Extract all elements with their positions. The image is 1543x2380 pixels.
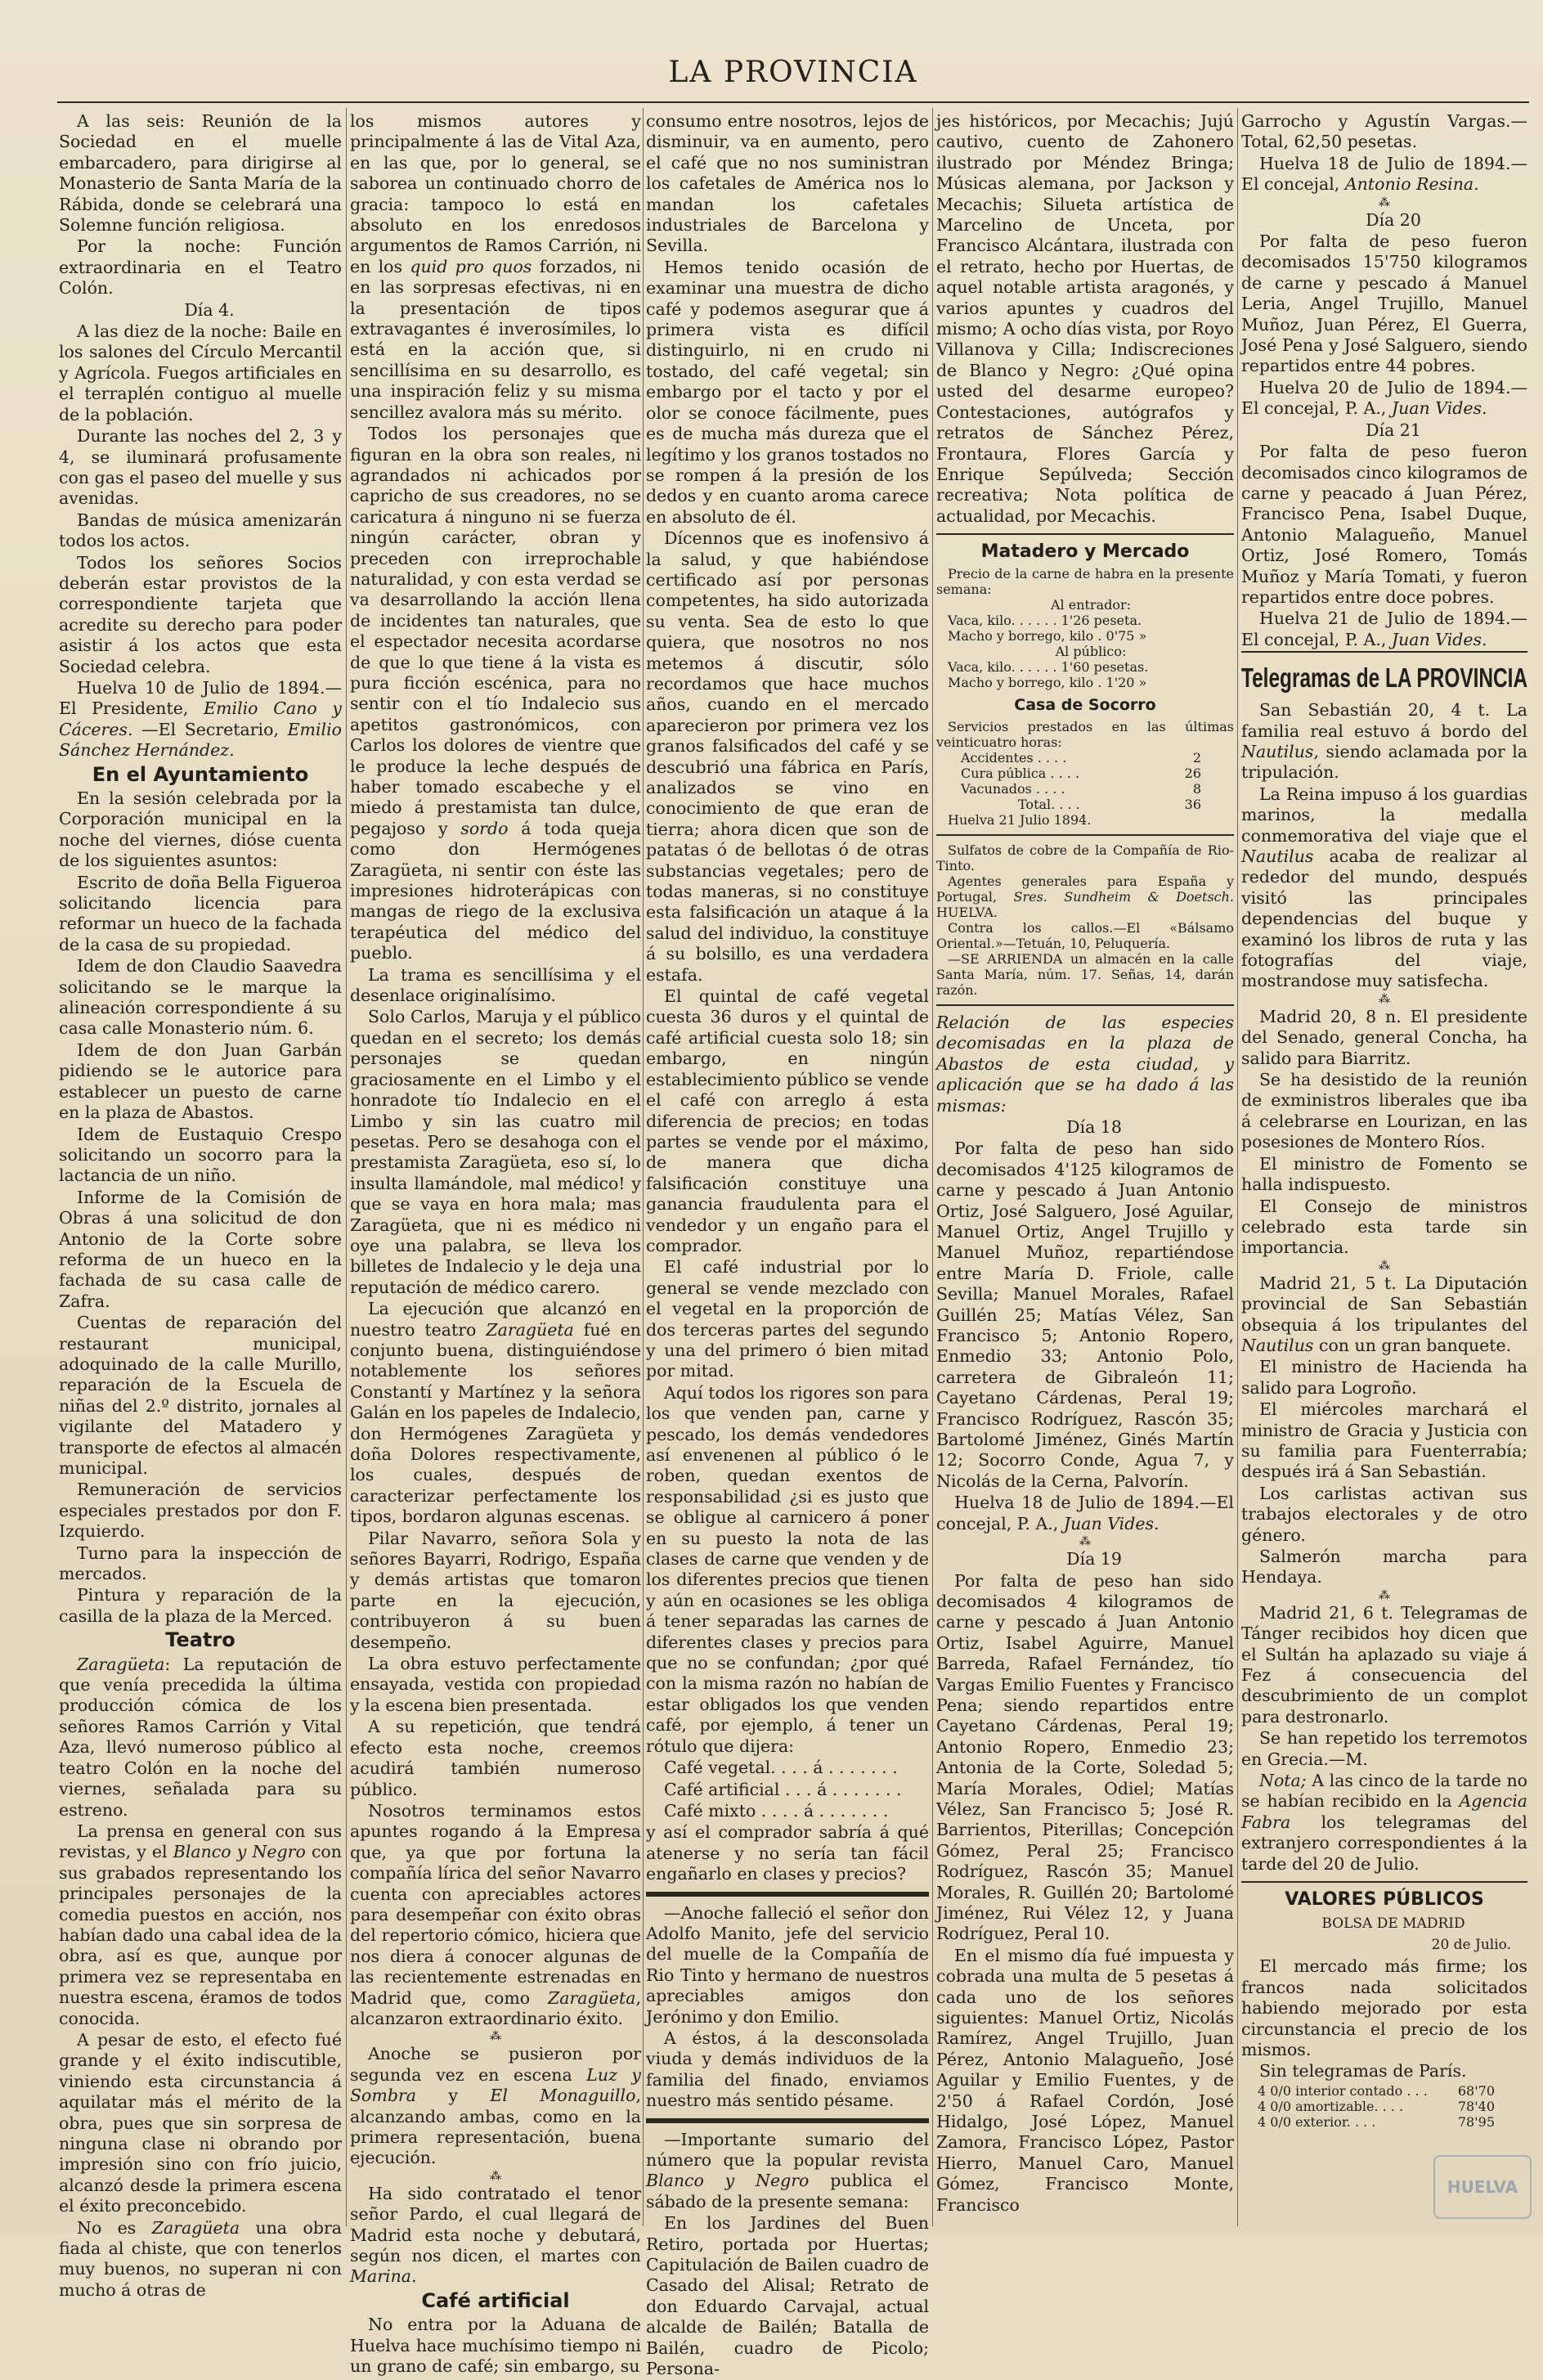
header-rule [57, 101, 1529, 103]
asterism-divider: ⁂ [490, 2169, 501, 2183]
paragraph: Ha sido contratado el tenor señor Pardo, el cual llegará de Madrid esta noche y debutará, según nos dicen, el martes con Marina. [350, 2183, 641, 2287]
paragraph: A su repetición, que tendrá efecto esta noche, creemos acudirá también numeroso público. [350, 1717, 641, 1799]
paragraph: A éstos, á la desconsolada viuda y demás individuos de la familia del finado, enviamos nuestro más sentido pésame. [646, 2027, 929, 2111]
signature-paragraph: Huelva 18 de Julio de 1894.—El concejal, Antonio Resina. [1241, 153, 1527, 195]
table-row: Cura pública . . . . 26 [961, 765, 1201, 781]
asterism-divider: ⁂ [1079, 1535, 1091, 1549]
paragraph: El ministro de Fomento se halla indispuesto. [1241, 1153, 1527, 1195]
paragraph: Informe de la Comisión de Obras á una solicitud de don Antonio de la Corte sobre reforma de un hueco en la fachada de su casa calle de Zafra. [59, 1187, 342, 1311]
paragraph: La ejecución que alcanzó en nuestro teatro Zaragüeta fué en conjunto buena, distinguiéndose notablemente los señores Constantí y Martínez y la señora Galán en los papeles de Indalecio, don Hermógenes Zaragüeta y doña Dolores respectivamente, los cuales, después de caracterizar perfectamente los tipos, bordaron algunas escenas. [350, 1299, 641, 1527]
paragraph: A las seis: Reunión de la Sociedad en el muelle embarcadero, para dirigirse al Monasterio de Santa María de la Rábida, donde se celebrará una Solemne función religiosa. [59, 111, 342, 236]
market-prices: Precio de la carne de habra en la presente semana: Al entrador: Vaca, kilo. . . . . . 1'26 peseta. Macho y borrego, kilo . 0'75 » Al público: Vaca, kilo. . . . . . 1'60 pesetas. Macho y borrego, kilo . 1'20 » [936, 565, 1234, 690]
day-heading: Día 20 [1366, 209, 1421, 230]
paragraph: Se ha desistido de la reunión de exministros liberales que iba á celebrarse en Lourizan, en las posesiones de Montero Ríos. [1241, 1070, 1527, 1152]
paragraph: Por falta de peso han sido decomisados 4'125 kilogramos de carne y pescado á Juan Antonio Ortiz, José Salguero, José Aguilar, Manuel Ortiz, Angel Trujillo y Manuel Muñoz, repartiéndose entre María D. Friole, calle Sevilla; Manuel Morales, Rafael Guillén 25; Matías Vélez, San Francisco 5; Antonio Ropero, Enmedio 33; Antonio Polo, carretera de Gibraleón 11; Cayetano Cárdenas, Peral 19; Francisco Rodríguez, Rascón 35; Bartolomé Jiménez, Ginés Martín 12; Socorro Conde, Agua 7, y Nicolás de la Cerna, Palvorín. [936, 1138, 1234, 1491]
column-divider [932, 108, 933, 2226]
list-item: Café vegetal. . . . á . . . . . . . [664, 1758, 898, 1778]
paragraph: El miércoles marchará el ministro de Gracia y Justicia con su familia para Fuenterrabía; después irá á San Sebastián. [1241, 1399, 1527, 1482]
paragraph: En el mismo día fué impuesta y cobrada una multa de 5 pesetas á cada uno de los señores siguientes: Manuel Ortiz, Nicolás Ramírez, Angel Trujillo, Juan Pérez, Antonio Malagueño, José Aguilar y Emilio Fuentes, y de 2'50 á Rafael Cordón, José Hidalgo, José López, Manuel Zamora, Francisco López, Pastor Hierro, Manuel Caro, Manuel Gómez, Francisco Monte, Francisco [936, 1945, 1234, 2215]
paragraph: Remuneración de servicios especiales prestados por don F. Izquierdo. [59, 1480, 342, 1542]
paragraph: Sin telegramas de París. [1259, 2061, 1467, 2081]
paragraph: Idem de don Claudio Saavedra solicitando se le marque la alineación correspondiente á su casa calle Monasterio núm. 6. [59, 956, 342, 1039]
paragraph: Pilar Navarro, señora Sola y señores Bayarri, Rodrigo, España y demás artistas que tomaron parte en la ejecución, contribuyeron á su buen desempeño. [350, 1528, 641, 1652]
paragraph: Solo Carlos, Maruja y el público quedan en el secreto; los demás personajes se quedan graciosamente en el Limbo y el honradote tío Indalecio en el Limbo y sin las cuatro mil pesetas. Pero se desahoga con el prestamista Zaragüeta, eso sí, lo insulta llamándole, mal médico! y que se vaya en hora mala; mas Zaragüeta, que ni es médico ni oye una palabra, se lleva los billetes de Indalecio y le deja una reputación de médico carero. [350, 1007, 641, 1297]
paragraph: Cuentas de reparación del restaurant municipal, adoquinado de la calle Murillo, reparación de la Escuela de niñas del 2.º distrito, jornales al vigilante del Matadero y transporte de efectos al almacén municipal. [59, 1313, 342, 1478]
paragraph: Idem de Eustaquio Crespo solicitando un socorro para la lactancia de un niño. [59, 1124, 342, 1186]
paragraph: Pintura y reparación de la casilla de la plaza de la Merced. [59, 1585, 342, 1626]
aid-house-report: Servicios prestados en las últimas veinticuatro horas: Accidentes . . . . 2 Cura pública . . . . 26 Vacunados . . . . 8 Total. . . . 36 Huelva 21 Julio 1894. [936, 718, 1234, 828]
paragraph: El café industrial por lo general se vende mezclado con el vegetal en la proporción de dos terceras partes del segundo y una del primero ó bien mitad por mitad. [646, 1257, 929, 1381]
day-heading: Día 21 [1366, 420, 1421, 440]
section-title: En el Ayuntamiento [92, 762, 309, 786]
column-3 [646, 111, 929, 2380]
paragraph: Aquí todos los rigores son para los que venden pan, carne y pescado, los demás vendedores así envenenen al público ó le roben, quedan exentos de responsabilidad ¿si es justo que se obligue al carnicero á poner en su puesto la nota de las clases de carne que venden y de los diferentes precios que tienen y aún en ocasiones se les obliga á tener separadas las carnes de diferentes clases y precios para que no se confundan; ¿por qué con la misma razón no habían de estar obligados los que venden café, por ejemplo, á tener un rótulo que dijera: [646, 1382, 929, 1756]
aid-table [936, 750, 1234, 812]
asterism-divider: ⁂ [1379, 1259, 1390, 1273]
day-heading: Día 4. [184, 299, 235, 320]
paragraph: San Sebastián 20, 4 t. La familia real estuvo á bordo del Nautilus, siendo aclamada por la tripulación. [1241, 700, 1527, 783]
paragraph: Bandas de música amenizarán todos los actos. [59, 510, 342, 551]
section-title: Matadero y Mercado [980, 541, 1190, 563]
stock-table [1241, 2083, 1527, 2130]
paragraph: A pesar de esto, el efecto fué grande y el éxito indiscutible, viniendo esta circunstancia á aquilatar más el mérito de la obra, pues que sin sorpresa de ninguna clase ni obrando por impresión sino con frío juicio, alcanzó desde la primera escena el éxito preconcebido. [59, 2029, 342, 2216]
paragraph: Salmerón marcha para Hendaya. [1241, 1547, 1527, 1587]
paragraph: No es Zaragüeta una obra fiada al chiste, que con tenerlos muy buenos, no superan ni con mucho á otras de [59, 2217, 342, 2300]
signature-paragraph: Huelva 10 de Julio de 1894.—El Presidente, Emilio Cano y Cáceres. —El Secretario, Emilio Sánchez Hernández. [59, 677, 342, 761]
paragraph: Todos los personajes que figuran en la obra son reales, ni agrandados ni achicados por capricho de sus creadores, no se caricatura á ninguno ni se fuerza ningún carácter, obran y preceden con irreprochable naturalidad, y con esta verdad se va desarrollando la acción llena de incidentes tan naturales, que el espectador necesita acordarse de que lo que tiene á la vista es pura ficción escénica, para no sentir con el tío Indalecio sus apetitos gastronómicos, con Carlos los dolores de vientre que le produce la leche después de haber tomado escabeche y el miedo á prestamista tan dulce, pegajoso y sordo á toda queja como don Hermógenes Zaragüeta, ni sentir con éste las impresiones hidroterápicas con mangas de riego de la exclusiva terapéutica del médico del pueblo. [350, 424, 641, 963]
paragraph: —Importante sumario del número que la popular revista Blanco y Negro publica el sábado de la presente semana: [646, 2129, 929, 2212]
paragraph: Turno para la inspección de mercados. [59, 1543, 342, 1584]
paragraph: y así el comprador sabría á qué atenerse y no sería tan fácil engañarlo en clases y precios? [646, 1822, 929, 1884]
column-4 [936, 111, 1234, 2216]
column-divider [346, 108, 347, 2226]
paragraph: En la sesión celebrada por la Corporación municipal en la noche del viernes, dióse cuenta de los siguientes asuntos: [59, 788, 342, 871]
paragraph: La trama es sencillísima y el desenlace originalísimo. [350, 964, 641, 1006]
masthead [57, 51, 1529, 100]
paragraph: los mismos autores y principalmente á las de Vital Aza, en las que, por lo general, se saborea un continuado chorro de gracia: tampoco lo está en absoluto en los enredosos argumentos de Ramos Carrión, ni en los quid pro quos forzados, ni en las sorpresas efectivas, ni en la presentación de tipos extravagantes é inverosímiles, lo está en la acción que, si sencillísima en su desarrollo, es una inspiración feliz y su misma sencillez avalora más su mérito. [350, 111, 641, 422]
paragraph: El quintal de café vegetal cuesta 36 duros y el quintal de café artificial cuesta solo 18; sin embargo, en ningún establecimiento público se vende el café con arreglo á esta diferencia de precios; en todas partes se vende por el máximo, de manera que dicha falsificación constituye una ganancia fraudulenta para el vendedor y un engaño para el comprador. [646, 986, 929, 1255]
section-rule [936, 1004, 1234, 1006]
paragraph: —Anoche falleció el señor don Adolfo Manito, jefe del servicio del muelle de la Compañía de Rio Tinto y hermano de nuestros apreciables amigos don Jerónimo y don Emilio. [646, 1902, 929, 2027]
table-row: 4 0/0 amortizable. . . . 78'40 [1258, 2098, 1495, 2114]
paragraph: Por falta de peso fueron decomisados cinco kilogramos de carne y peacado á Juan Pérez, Francisco Pena, Isabel Duque, Antonio Malagueño, Manuel Ortiz, José Romero, Tomás Muñoz y María Tomati, y fueron repartidos entre doce pobres. [1241, 442, 1527, 607]
note-paragraph: Nota; A las cinco de la tarde no se habían recibido en la Agencia Fabra los telegramas del extranjero correspondientes á la tarde del 20 de Julio. [1241, 1771, 1527, 1874]
subheading: BOLSA DE MADRID [1321, 1915, 1465, 1932]
paragraph: Escrito de doña Bella Figueroa solicitando licencia para reformar un hueco de la fachada de la casa de su propiedad. [59, 872, 342, 954]
paragraph: El mercado más firme; los francos nada solicitados habiendo mejorado por esta circunstancia el precio de los mismos. [1241, 1956, 1527, 2059]
telegrams-header [1241, 651, 1527, 694]
paragraph: Hemos tenido ocasión de examinar una muestra de dicho café y podemos asegurar que á primera vista es difícil distinguirlo, ni en crudo ni tostado, del café vegetal; sin embargo por el tacto y por el olor se conoce fácilmente, pues es de mucha más dureza que el legítimo y los granos tostados no se rompen á la presión de los dedos y en cuanto aroma carece en absoluto de él. [646, 257, 929, 527]
section-rule [1241, 1881, 1527, 1883]
table-row: Vacunados . . . . 8 [961, 780, 1201, 797]
column-divider [1237, 108, 1238, 2226]
paragraph: Por falta de peso han sido decomisados 4 kilogramos de carne y pescado á Juan Antonio Ortiz, Isabel Aguirre, Manuel Barreda, Rafael Fernández, tío Vargas Emilio Fuentes y Francisco Pena; siendo repartidos entre Cayetano Cárdenas, Peral 19; Antonio Ropero, Enmedio 23; Antonia de la Corte, Soledad 5; María Morales, Odiel; Matías Vélez, San Francisco 5; José R. Barrientos, Piterillas; Concepción Gómez, Peral 25; Francisco Rodríguez, Rascón 35; Manuel Morales, R. Guillén 20; Bartolomé Jiménez, Rui Vélez 12, y Juana Rodríguez, Peral 10. [936, 1570, 1234, 1944]
table-row: 4 0/0 interior contado . . . 68'70 [1258, 2082, 1495, 2099]
paragraph: El ministro de Hacienda ha salido para Logroño. [1241, 1357, 1527, 1398]
paragraph: En los Jardines del Buen Retiro, portada por Huertas; Capitulación de Bailen cuadro de Casado del Alisal; Retrato de don Eduardo Carvajal, actual alcalde de Bailén; Batalla de Bailén, cuadro de Picolo; Persona- [646, 2213, 929, 2379]
section-rule [936, 533, 1234, 535]
paragraph: jes históricos, por Mecachis; Jujú cautivo, cuento de Zahonero ilustrado por Méndez Bringa; Músicas alemana, por Jackson y Mecachis; Silueta artística de Marcelino de Unceta, por Francisco Alcántara, ilustrada con el retrato, hecho por Huertas, de aquel notable artista aragonés, y varios apuntes y cuadros del mismo; A ocho días vista, por Royo Villanova y Cilla; Indiscreciones de Blanco y Negro: ¿Qué opina usted del desarme europeo? Contestaciones, autógrafos y retratos de Sánchez Pérez, Frontaura, Flores García y Enrique Sepúlveda; Sección recreativa; Nota política de actualidad, por Mecachis. [936, 111, 1234, 526]
section-rule [936, 834, 1234, 836]
section-title: Casa de Socorro [1014, 695, 1156, 714]
paragraph: La prensa en general con sus revistas, y el Blanco y Negro con sus grabados representando los principales personajes de la comedia puestos en acción, nos habían dado una cabal idea de la obra, así es que, aunque por primera vez se representaba en nuestra escena, éramos de todos conocida. [59, 1821, 342, 2028]
section-title: VALORES PÚBLICOS [1285, 1889, 1484, 1911]
table-row: 4 0/0 exterior. . . . 78'95 [1258, 2113, 1495, 2130]
advertisements: Sulfatos de cobre de la Compañía de Rio-Tinto. Agentes generales para España y Portugal, Sres. Sundheim & Doetsch. HUELVA. Contra los callos.—El «Bálsamo Oriental.»—Tetuán, 10, Peluquería. —SE ARRIENDA un almacén en la calle Santa María, núm. 17. Señas, 14, darán razón. [936, 842, 1235, 998]
column-5 [1241, 111, 1527, 2130]
signature-paragraph: Huelva 18 de Julio de 1894.—El concejal, P. A., Juan Vides. [936, 1493, 1234, 1534]
paragraph: Madrid 21, 6 t. Telegramas de Tánger recibidos hoy dicen que el Sultán ha aplazado su viaje á Fez á consecuencia del descubrimiento de un complot para destronarlo. [1241, 1602, 1527, 1727]
paragraph: Nosotros terminamos estos apuntes rogando á la Empresa que, ya que por fortuna la compañía lírica del señor Navarro cuenta con apreciables actores para desempeñar con éxito obras del repertorio cómico, hiciera que nos diera á conocer algunas de las recientemente estrenadas en Madrid que, como Zaragüeta, alcanzaron extraordinario éxito. [350, 1800, 641, 2028]
paragraph: La obra estuvo perfectamente ensayada, vestida con propiedad y la escena bien presentada. [350, 1654, 641, 1715]
section-title: Café artificial [421, 2288, 570, 2312]
paragraph: Todos los señores Socios deberán estar provistos de la correspondiente tarjeta que acredite su derecho para poder asistir á los actos que esta Sociedad celebra. [59, 552, 342, 676]
paragraph: Idem de don Juan Garbán pidiendo se le autorice para establecer un puesto de carne en la plaza de Abastos. [59, 1040, 342, 1123]
paragraph: Anoche se pusieron por segunda vez en escena Luz y Sombra y El Monaguillo, alcanzando ambas, como en la primera representación, buena ejecución. [350, 2044, 641, 2168]
paragraph: Madrid 21, 5 t. La Diputación provincial de San Sebastián obsequia á los tripulantes del Nautilus con un gran banquete. [1241, 1273, 1527, 1355]
section-title: Teatro [165, 1628, 235, 1652]
paragraph: Dícennos que es inofensivo á la salud, y que habiéndose certificado así por personas competentes, ha sido autorizada su venta. Sea de esto lo que quiera, que nosotros no nos metemos á discutir, sólo recordamos que hace muchos años, cuando en el mercado aparecieron por primera vez los granos falsificados del café y se descubrió una fábrica en París, analizados se vino en conocimiento de que eran de tierra; ahora dicen que son de patatas ó de bellotas ó de otras substancias vegetales; pero de todas maneras, si no constituye esta falsificación un ataque á la salud del individuo, la constituye á su bolsillo, es una verdadera estafa. [646, 528, 929, 985]
date-line: 20 de Julio. [1431, 1936, 1511, 1953]
section-rule [646, 2118, 929, 2123]
table-row: Accidentes . . . . 2 [961, 749, 1201, 766]
paragraph: consumo entre nosotros, lejos de disminuir, va en aumento, pero el café que no nos suministran los cafetales de América nos lo mandan los cafetales industriales de Barcelona y Sevilla. [646, 111, 929, 256]
column-divider [643, 108, 644, 2226]
paragraph: No entra por la Aduana de Huelva hace muchísimo tiempo ni un grano de café; sin embargo, su [350, 2315, 641, 2377]
day-heading: Día 19 [1066, 1549, 1122, 1569]
paragraph: Zaragüeta: La reputación de que venía precedida la última producción cómica de los señores Ramos Carrión y Vital Aza, llevó numeroso público al teatro Colón en la noche del viernes, señalada para su estreno. [59, 1654, 342, 1820]
paragraph: Durante las noches del 2, 3 y 4, se iluminará profusamente con gas el paseo del muelle y sus avenidas. [59, 426, 342, 509]
asterism-divider: ⁂ [1379, 992, 1390, 1006]
archive-stamp: HUELVA [1433, 2155, 1532, 2219]
table-row: Total. . . . 36 [1018, 796, 1201, 812]
signature-paragraph: Huelva 21 de Julio de 1894.—El concejal, P. A., Juan Vides. [1241, 608, 1527, 649]
day-heading: Día 18 [1066, 1116, 1122, 1137]
signature-paragraph: Huelva 20 de Julio de 1894.—El concejal, P. A., Juan Vides. [1241, 377, 1527, 419]
asterism-divider: ⁂ [1379, 1588, 1390, 1602]
paragraph: A las diez de la noche: Baile en los salones del Círculo Mercantil y Agrícola. Fuegos artificiales en el terraplén contiguo al muelle de la población. [59, 321, 342, 424]
paragraph: Madrid 20, 8 n. El presidente del Senado, general Concha, ha salido para Biarritz. [1241, 1006, 1527, 1068]
paragraph: Por la noche: Función extraordinaria en el Teatro Colón. [59, 236, 342, 299]
newspaper-title: LA PROVINCIA [668, 56, 918, 89]
section-rule [646, 1892, 929, 1897]
asterism-divider: ⁂ [1379, 195, 1390, 209]
paragraph: Por falta de peso fueron decomisados 15'750 kilogramos de carne y pescado á Manuel Leria, Angel Trujillo, Manuel Muñoz, Juan Pérez, El Guerra, José Pena y José Salguero, siendo repartidos entre 44 pobres. [1241, 231, 1527, 376]
asterism-divider: ⁂ [490, 2030, 501, 2044]
paragraph: Se han repetido los terremotos en Grecia.—M. [1241, 1728, 1527, 1769]
column-1 [59, 111, 342, 2301]
list-item: Café artificial . . . á . . . . . . . [664, 1779, 902, 1799]
paragraph: Los carlistas activan sus trabajos electorales y de otro género. [1241, 1483, 1527, 1545]
section-title: Relación de las especies decomisadas en la plaza de Abastos de esta ciudad, y aplicación que se ha dado á las mismas: [936, 1012, 1234, 1116]
paragraph: Garrocho y Agustín Vargas.—Total, 62,50 pesetas. [1241, 111, 1527, 152]
list-item: Café mixto . . . . á . . . . . . . [664, 1800, 889, 1821]
column-2 [350, 111, 641, 2378]
paragraph: El Consejo de ministros celebrado esta tarde sin importancia. [1241, 1196, 1527, 1258]
section-title: Telegramas de LA PROVINCIA [1241, 662, 1528, 694]
paragraph: La Reina impuso á los guardias marinos, la medalla conmemorativa del viaje que el Nautilus acaba de realizar al rededor del mundo, después visitó las principales dependencias del buque y examinó los libros de ruta y las fotografías del viaje, mostrandose muy satisfecha. [1241, 784, 1527, 991]
